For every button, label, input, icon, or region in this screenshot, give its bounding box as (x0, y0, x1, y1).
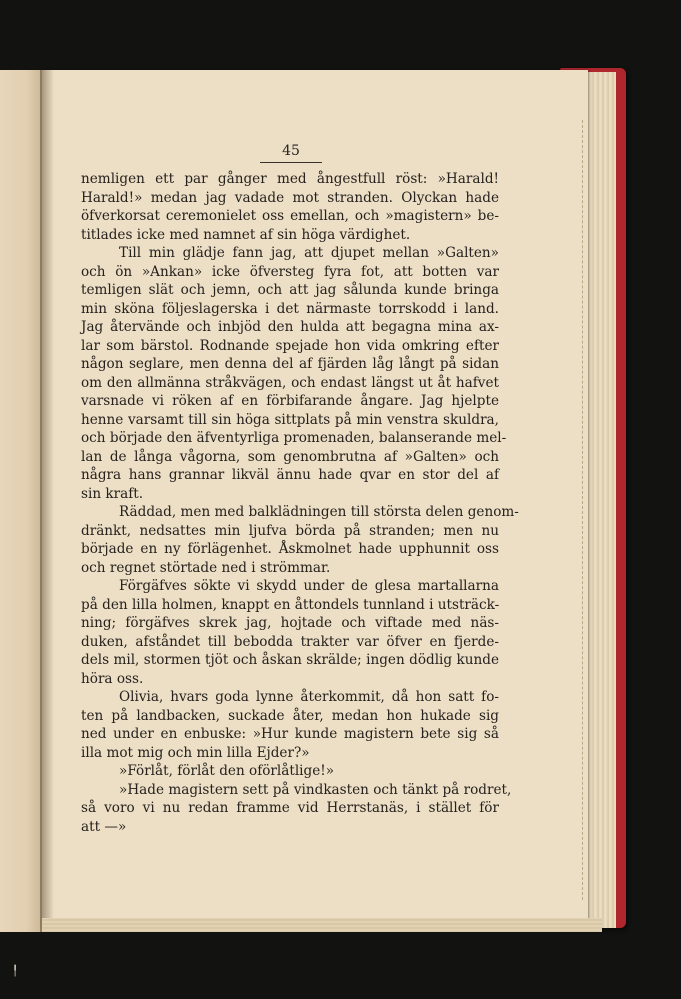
text-line: på den lilla holmen, knappt en åttondels tunnland i utsträck- (81, 596, 500, 613)
text-line: Jag återvände och inbjöd den hulda att begagna mina ax- (81, 319, 499, 335)
text-line: Harald!» medan jag vadade mot stranden. Olyckan hade (81, 189, 499, 206)
text-line: började en ny förlägenhet. Åskmolnet hade upphunnit oss (81, 541, 499, 557)
text-line: Förgäfves sökte vi skydd under de glesa martallarna (119, 578, 499, 594)
page-bottom-edge (42, 918, 602, 932)
text-line: lar som bärstol. Rodnande spejade hon vida omkring efter (81, 337, 499, 354)
text-line: dels mil, stormen tjöt och åskan skrälde; ingen dödlig kunde (81, 652, 499, 668)
text-line: Olivia, hvars goda lynne återkommit, då hon satt fo- (119, 689, 499, 705)
text-line: sin kraft. (81, 485, 144, 502)
text-line: lan de långa vågorna, som genombrutna af »Galten» och (81, 448, 499, 465)
text-line: ned under en enbuske: »Hur kunde magistern bete sig så (81, 726, 499, 742)
text-line: någon seglare, men denna del af fjärden låg långt på sidan (81, 356, 499, 372)
text-line: titlades icke med namnet af sin höga värdighet. (81, 226, 411, 243)
text-line: temligen slät och jemn, och att jag sålunda kunde bringa (81, 282, 499, 298)
text-line: och ön »Ankan» icke öfversteg fyra fot, att botten var (81, 263, 499, 280)
text-line: öfverkorsat ceremonielet oss emellan, och »magistern» be- (81, 208, 499, 224)
text-line: »Hade magistern sett på vindkasten och tänkt på rodret, (119, 781, 512, 798)
text-line: så voro vi nu redan framme vid Herrstanäs, i stället för (81, 800, 499, 816)
gutter-shadow (40, 70, 54, 932)
page-number: 45 (282, 143, 300, 159)
text-line: illa mot mig och min lilla Ejder?» (81, 744, 310, 761)
text-line: nemligen ett par gånger med ångestfull röst: »Harald! (81, 171, 499, 187)
text-line: min sköna följeslagerska i det närmaste torrskodd i land. (81, 300, 499, 317)
text-line: varsnade vi röken af en förbifarande ångare. Jag hjelpte (81, 393, 499, 409)
text-line: några hans grannar likväl ännu hade qvar en stor del af (81, 467, 499, 483)
text-line: om den allmänna stråkvägen, och endast längst ut åt hafvet (81, 374, 499, 391)
body-text (81, 170, 519, 836)
text-line: henne varsamt till sin höga sittplats på min venstra skuldra, (81, 411, 499, 428)
dust-speck: ╿ (12, 966, 19, 977)
text-line: höra oss. (81, 670, 144, 687)
text-line: Till min glädje fann jag, att djupet mellan »Galten» (119, 245, 499, 261)
text-line: »Förlåt, förlåt den oförlåtlige!» (119, 763, 335, 779)
page-fold-line (582, 120, 583, 900)
text-line: duken, afståndet till bebodda trakter var öfver en fjerde- (81, 633, 499, 650)
page-number-rule (260, 162, 322, 163)
text-line: ten på landbacken, suckade åter, medan hon hukade sig (81, 707, 499, 724)
text-line: och regnet störtade ned i strömmar. (81, 559, 331, 576)
text-line: dränkt, nedsattes min ljufva börda på stranden; men nu (81, 522, 499, 539)
text-line: och började den äfventyrliga promenaden, balanserande mel- (81, 430, 507, 446)
text-line: att —» (81, 818, 127, 835)
text-line: Räddad, men med balklädningen till största delen genom- (119, 504, 519, 520)
text-line: ning; förgäfves skrek jag, hojtade och viftade med näs- (81, 615, 499, 631)
